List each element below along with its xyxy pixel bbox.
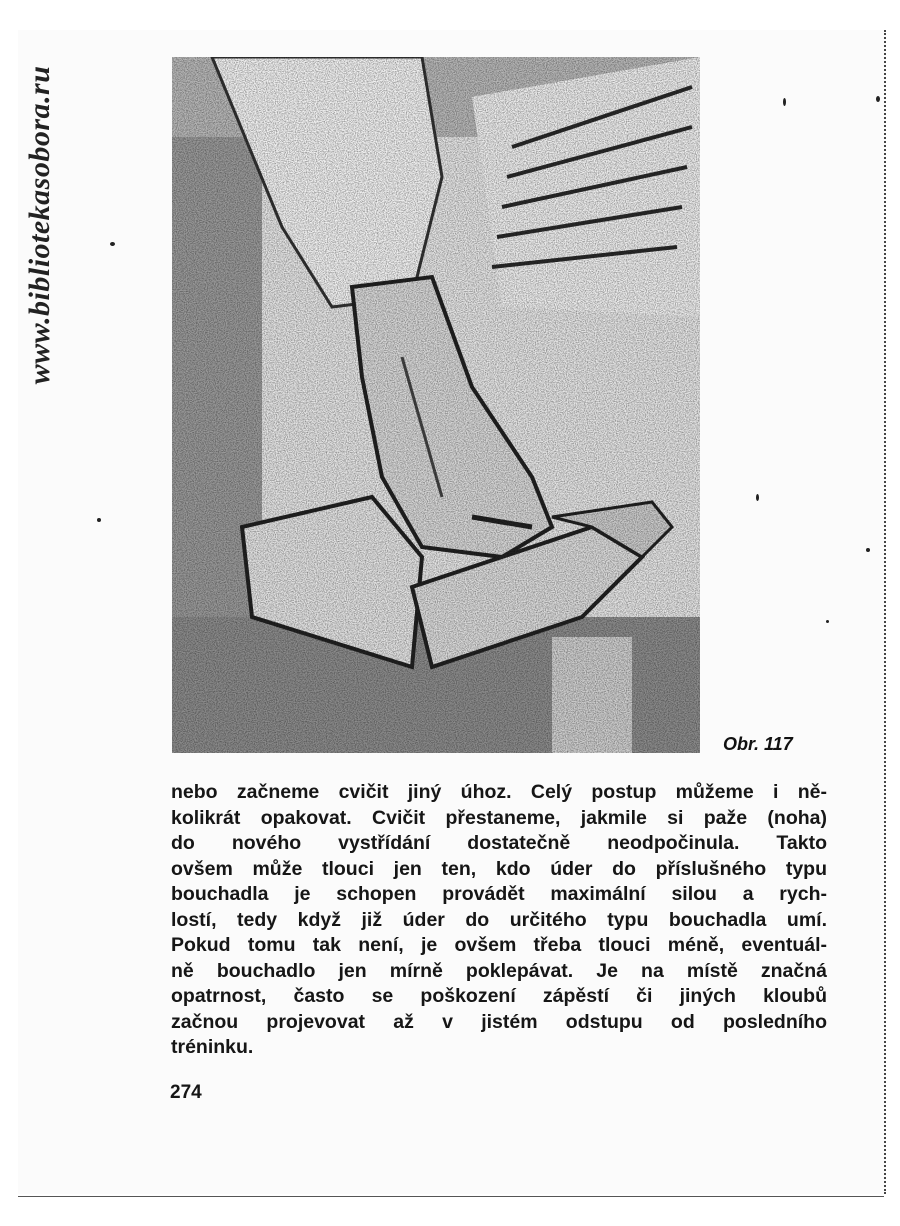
text-line: tréninku. [171, 1036, 254, 1058]
figure-photo [172, 57, 700, 753]
watermark: www.bibliotekasobora.ru [23, 65, 56, 385]
text-line: do nového vystřídání dostatečně neodpočinula. Takto [171, 832, 827, 854]
text-line: nebo začneme cvičit jiný úhoz. Celý postup můžeme i ně- [171, 781, 827, 803]
scan-speck [756, 494, 759, 501]
text-line: opatrnost, často se poškození zápěstí či jiných kloubů [171, 985, 827, 1007]
scan-speck [783, 98, 786, 106]
text-line: bouchadla je schopen provádět maximální silou a rych- [171, 883, 827, 905]
text-line: Pokud tomu tak není, je ovšem třeba tlouci méně, eventuál- [171, 934, 827, 956]
scan-speck [110, 242, 115, 246]
page-bottom-edge [18, 1196, 884, 1197]
figure-illustration [172, 57, 700, 753]
scan-speck [97, 518, 101, 522]
text-line: ovšem může tlouci jen ten, kdo úder do příslušného typu [171, 857, 827, 880]
text-line: ně bouchadlo jen mírně poklepávat. Je na místě značná [171, 959, 827, 982]
body-paragraph [171, 780, 827, 1061]
text-line: začnou projevovat až v jistém odstupu od posledního [171, 1010, 827, 1033]
scan-speck [826, 620, 829, 623]
text-line: kolikrát opakovat. Cvičit přestaneme, jakmile si paže (noha) [171, 806, 827, 829]
text-line: lostí, tedy když již úder do určitého typu bouchadla umí. [171, 908, 827, 931]
figure-caption: Obr. 117 [723, 734, 793, 754]
scan-speck [876, 96, 880, 102]
scan-speck [866, 548, 870, 552]
page-number: 274 [170, 1082, 202, 1103]
